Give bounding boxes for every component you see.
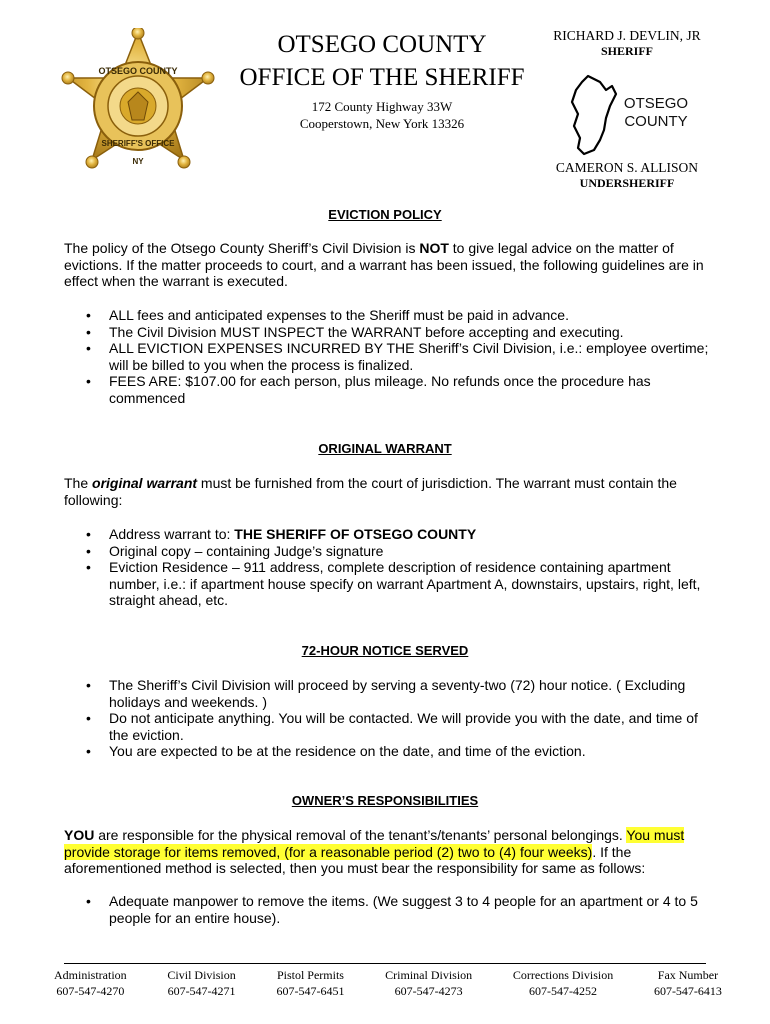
address-line1: 172 County Highway 33W xyxy=(311,99,453,114)
owner-intro-bold: YOU xyxy=(64,827,95,843)
map-label-line2: COUNTY xyxy=(624,113,688,130)
warrant-intro-emphasis: original warrant xyxy=(92,475,198,491)
eviction-policy-list xyxy=(64,307,719,406)
owner-intro-after: . If the aforementioned method is selected, then you must bear the responsibility for same as follows: xyxy=(64,843,646,876)
warrant-intro-after: must be furnished from the court of jurisdiction. The warrant must contain the following: xyxy=(64,475,677,508)
footer-contact-label: Corrections Division xyxy=(512,968,614,982)
footer-contact xyxy=(54,967,127,999)
notice-list xyxy=(64,677,719,760)
footer-contact xyxy=(513,967,613,999)
footer-contact-label: Fax Number xyxy=(657,968,719,982)
owner-intro-mid: are responsible for the physical removal of the tenant’s/tenants’ personal belongings. xyxy=(94,827,627,843)
undersheriff-block xyxy=(532,160,722,191)
badge-state-text: NY xyxy=(132,157,144,166)
owner-intro-highlight: You must provide storage for items removed, (for a reasonable period (2) two to (4) four weeks) xyxy=(64,827,685,860)
list-item: • Original copy – containing Judge’s signature xyxy=(64,543,719,560)
address-line2: Cooperstown, New York 13326 xyxy=(299,116,465,131)
office-title-line2: OFFICE OF THE SHERIFF xyxy=(239,64,525,91)
sheriff-name: RICHARD J. DEVLIN, JR xyxy=(553,28,701,43)
footer-contact-phone: 607-547-6413 xyxy=(653,984,722,998)
office-address xyxy=(222,98,542,132)
owner-heading: OWNER’S RESPONSIBILITIES xyxy=(291,793,479,808)
list-item: • You are expected to be at the residence on the date, and time of the eviction. xyxy=(64,743,719,760)
footer-contact-label: Civil Division xyxy=(167,968,236,982)
list-item: • Do not anticipate anything. You will be contacted. We will provide you with the date, and time of the eviction. xyxy=(64,710,719,743)
list-item: • FEES ARE: $107.00 for each person, plus mileage. No refunds once the procedure has commenced xyxy=(64,373,719,406)
bullet1-bold: THE SHERIFF OF OTSEGO COUNTY xyxy=(234,526,477,542)
eviction-policy-heading: EVICTION POLICY xyxy=(328,207,442,222)
owner-list xyxy=(64,893,719,926)
list-item xyxy=(64,526,719,543)
original-warrant-list xyxy=(64,526,719,609)
list-item: • The Sheriff’s Civil Division will proceed by serving a seventy-two (72) hour notice. ( Excluding holidays and weekends. ) xyxy=(64,677,719,710)
intro-text-after: to give legal advice on the matter of evictions. If the matter proceeds to court, and a warrant has been issued, the following guidelines are in effect when the warrant is executed. xyxy=(64,240,704,289)
footer-contact-phone: 607-547-4270 xyxy=(56,984,125,998)
footer-contact xyxy=(385,967,472,999)
footer-contact-label: Pistol Permits xyxy=(276,968,344,982)
list-item: • ALL fees and anticipated expenses to the Sheriff must be paid in advance. xyxy=(64,307,719,324)
county-outline-shape xyxy=(572,76,616,154)
eviction-policy-intro xyxy=(64,240,719,290)
warrant-intro-before: The xyxy=(64,475,93,491)
footer-contact-phone: 607-547-4273 xyxy=(394,984,463,998)
list-item: • The Civil Division MUST INSPECT the WARRANT before accepting and executing. xyxy=(64,324,719,341)
footer-contact-label: Administration xyxy=(54,968,127,982)
owner-intro xyxy=(64,827,719,877)
intro-bold-not: NOT xyxy=(419,240,449,256)
intro-text-before: The policy of the Otsego County Sheriff’s Civil Division is xyxy=(64,240,420,256)
undersheriff-name: CAMERON S. ALLISON xyxy=(555,160,699,175)
notice-heading: 72-HOUR NOTICE SERVED xyxy=(301,643,469,658)
badge-ring-top-text: OTSEGO COUNTY xyxy=(98,66,178,76)
office-title-line1: OTSEGO COUNTY xyxy=(277,31,487,58)
list-item: • ALL EVICTION EXPENSES INCURRED BY THE Sheriff’s Civil Division, i.e.: employee overtime; will be billed to you when the process is finalized. xyxy=(64,340,719,373)
sheriff-block xyxy=(532,28,722,59)
original-warrant-intro xyxy=(64,475,719,508)
footer-contact-phone: 607-547-4252 xyxy=(529,984,598,998)
list-item: • Adequate manpower to remove the items. (We suggest 3 to 4 people for an apartment or 4 to 5 people for an entire house). xyxy=(64,893,719,926)
footer-contact xyxy=(167,967,235,999)
footer-contact-label: Criminal Division xyxy=(385,968,473,982)
footer-contacts xyxy=(54,967,722,999)
county-map-logo xyxy=(560,68,700,158)
footer-divider xyxy=(64,963,706,964)
list-item: • Eviction Residence – 911 address, complete description of residence containing apartment number, i.e.: if apartment house specify on warrant Apartment A, downstairs, upstairs, right, left, straight ahead, etc. xyxy=(64,559,719,609)
office-title xyxy=(222,28,542,94)
sheriff-badge-logo xyxy=(58,28,218,190)
footer-contact-phone: 607-547-4271 xyxy=(167,984,236,998)
original-warrant-heading: ORIGINAL WARRANT xyxy=(318,441,452,456)
bullet1-text: Address warrant to: xyxy=(109,526,235,542)
sheriff-title: SHERIFF xyxy=(600,44,653,58)
badge-ring-bottom-text: SHERIFF'S OFFICE xyxy=(101,139,175,148)
footer-contact xyxy=(654,967,722,999)
map-label-line1: OTSEGO xyxy=(623,95,689,112)
footer-contact xyxy=(276,967,344,999)
undersheriff-title: UNDERSHERIFF xyxy=(579,176,675,190)
footer-contact-phone: 607-547-6451 xyxy=(276,984,345,998)
